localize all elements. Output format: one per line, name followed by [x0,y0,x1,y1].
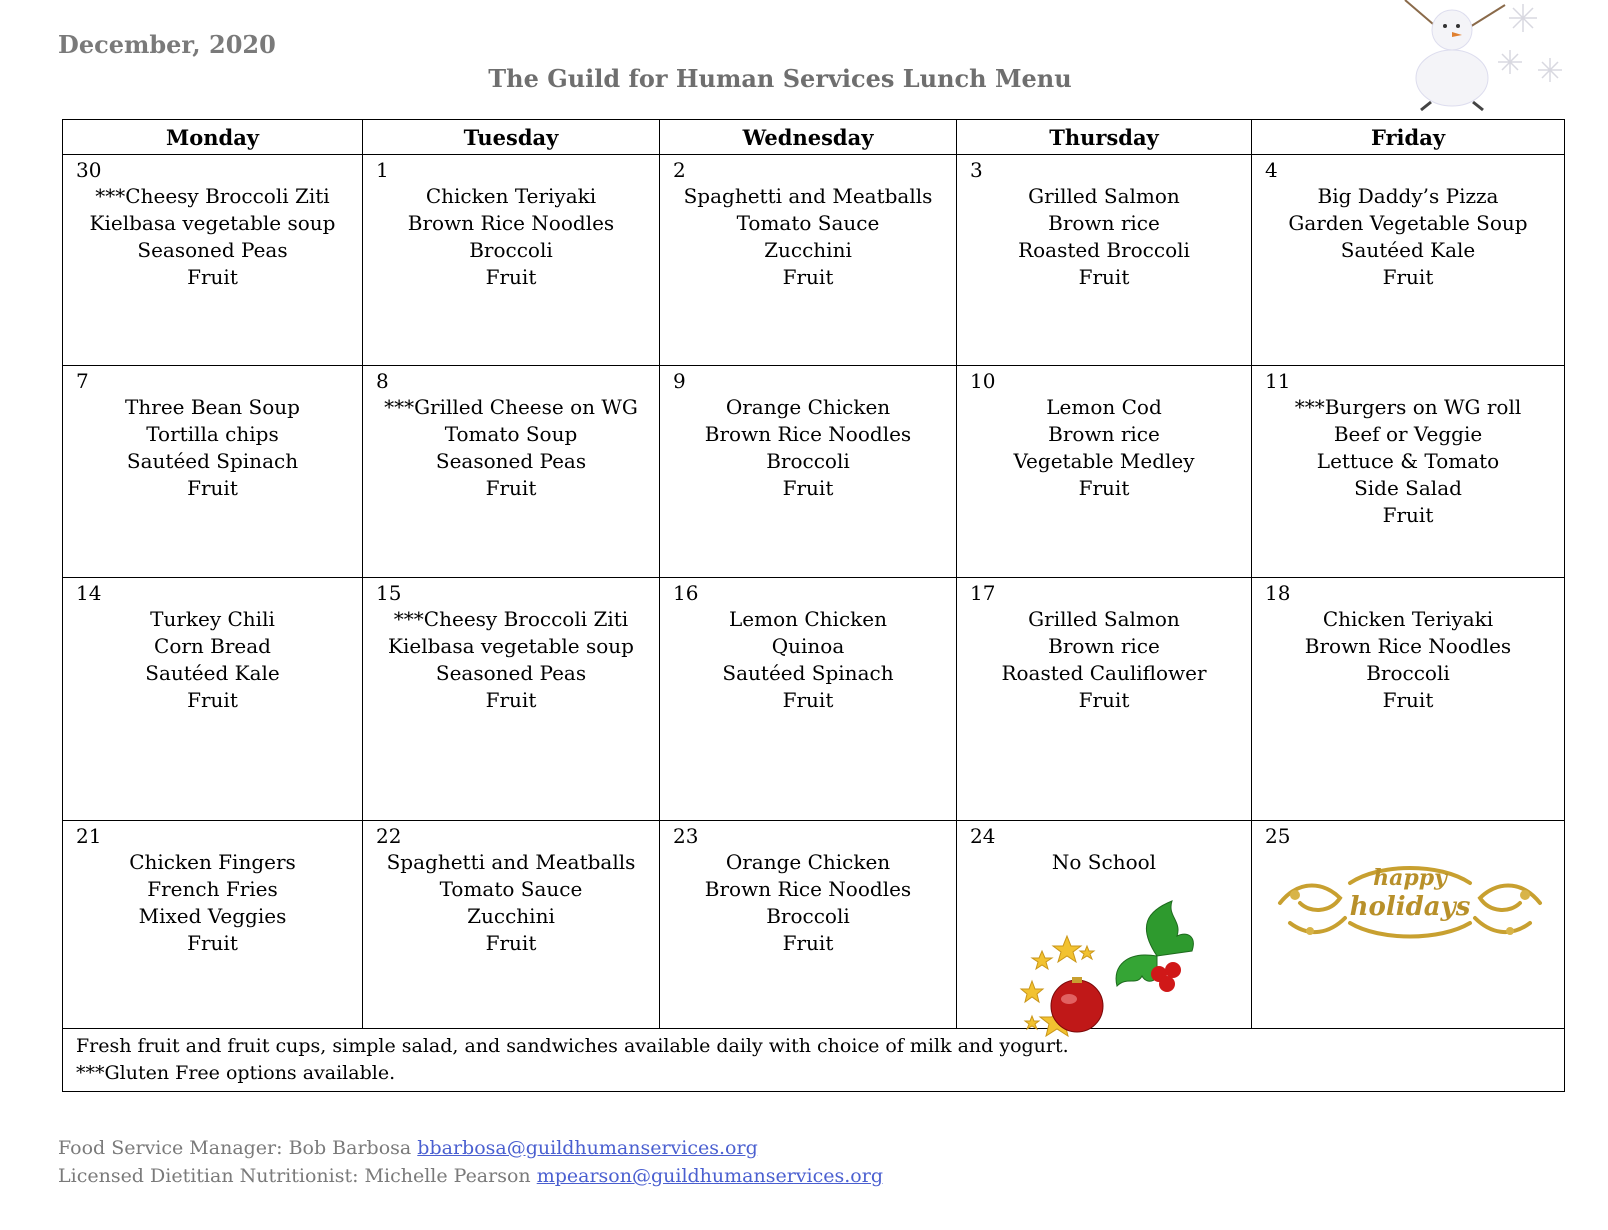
menu-item: Brown Rice Noodles [704,422,912,446]
day-cell [660,578,957,821]
day-cell [660,821,957,1029]
day-cell [363,578,660,821]
menu-item: Quinoa [771,634,845,658]
menu-item: Fruit [1382,503,1434,527]
menu-item: Fruit [1078,476,1130,500]
day-cell [1252,366,1565,578]
menu-items [660,849,956,957]
weekday-monday: Monday [63,120,363,155]
menu-item: Turkey Chili [150,607,275,631]
menu-item: Lettuce & Tomato [1316,449,1500,473]
menu-item: Fruit [485,265,537,289]
menu-item: Fruit [187,688,238,712]
day-number: 3 [970,158,983,182]
weekday-thursday: Thursday [957,120,1252,155]
day-cell [363,821,660,1029]
menu-item: ***Burgers on WG roll [1294,395,1522,419]
menu-item: Broccoli [766,904,850,928]
menu-item: Fruit [1078,688,1130,712]
menu-item: Kielbasa vegetable soup [89,211,336,235]
menu-item: Fruit [782,688,834,712]
menu-item: Tomato Sauce [439,877,583,901]
menu-item: French Fries [147,877,278,901]
menu-items [63,849,362,957]
day-cell [1252,578,1565,821]
menu-item: Chicken Teriyaki [425,184,597,208]
menu-item: Fruit [485,688,537,712]
day-cell [957,155,1252,366]
menu-item: Sautéed Spinach [722,661,894,685]
dietitian-email-link[interactable]: mpearson@guildhumanservices.org [536,1165,883,1187]
day-cell [63,366,363,578]
holiday-greeting-line2: holidays [1349,892,1471,922]
menu-item: Fruit [782,931,834,955]
menu-item: Vegetable Medley [1013,449,1195,473]
gluten-free-note: ***Gluten Free options available. [76,1062,396,1084]
day-number: 23 [673,824,699,848]
manager-contact [58,1134,883,1162]
day-number: 7 [76,369,89,393]
menu-item: ***Grilled Cheese on WG [384,395,638,419]
day-number: 15 [376,581,402,605]
menu-items [363,394,659,502]
month-label: December, 2020 [58,30,276,59]
day-number: 4 [1265,158,1278,182]
menu-item: Chicken Fingers [129,850,296,874]
menu-item: Fruit [485,931,537,955]
menu-item: Brown rice [1048,211,1160,235]
menu-item: Orange Chicken [725,850,891,874]
menu-item: Seasoned Peas [137,238,288,262]
menu-items [63,606,362,714]
menu-item: Lemon Chicken [729,607,887,631]
weekday-friday: Friday [1252,120,1565,155]
menu-item: Tomato Soup [444,422,578,446]
menu-items [957,606,1251,714]
day-cell [63,821,363,1029]
day-cell [957,821,1252,1029]
day-cell [1252,821,1565,1029]
menu-item: Grilled Salmon [1028,607,1180,631]
day-number: 11 [1265,369,1291,393]
day-number: 22 [376,824,402,848]
menu-item: Spaghetti and Meatballs [386,850,636,874]
menu-items [363,849,659,957]
day-number: 10 [970,369,996,393]
menu-item: Fruit [187,476,238,500]
menu-item: ***Cheesy Broccoli Ziti [393,607,629,631]
menu-item: Roasted Cauliflower [1001,661,1207,685]
menu-item: Orange Chicken [725,395,891,419]
menu-items [1252,183,1564,291]
menu-items [1252,394,1564,529]
menu-items [660,606,956,714]
week-row [63,578,1565,821]
menu-item: Fruit [1382,265,1434,289]
weekday-header-row [63,120,1565,155]
day-number: 24 [970,824,996,848]
menu-item: Three Bean Soup [125,395,300,419]
day-number: 9 [673,369,686,393]
menu-item: Broccoli [469,238,553,262]
lunch-calendar [62,119,1565,1092]
menu-item: Big Daddy’s Pizza [1317,184,1499,208]
day-number: 21 [76,824,102,848]
day-cell [1252,155,1565,366]
day-cell [660,155,957,366]
day-number: 1 [376,158,389,182]
menu-items [957,183,1251,291]
day-cell [957,366,1252,578]
menu-item: Zucchini [467,904,555,928]
menu-item: Brown Rice Noodles [1304,634,1512,658]
day-cell [363,366,660,578]
menu-item: Lemon Cod [1046,395,1162,419]
menu-item: Sautéed Kale [145,661,280,685]
menu-item: Fruit [187,931,238,955]
menu-item: Seasoned Peas [435,661,587,685]
menu-items [363,183,659,291]
menu-item: Spaghetti and Meatballs [683,184,933,208]
weekday-wednesday: Wednesday [660,120,957,155]
menu-items [957,394,1251,502]
menu-item: Chicken Teriyaki [1322,607,1494,631]
day-number: 2 [673,158,686,182]
day-number: 14 [76,581,102,605]
week-row [63,821,1565,1029]
menu-items [63,183,362,291]
menu-item: Brown rice [1048,634,1160,658]
menu-item: Fruit [1078,265,1130,289]
menu-item: Beef or Veggie [1333,422,1483,446]
menu-item: Fruit [485,476,537,500]
menu-item: Brown Rice Noodles [407,211,615,235]
happy-holidays-icon [1270,853,1550,948]
manager-label: Food Service Manager: Bob Barbosa [58,1137,412,1159]
week-row [63,155,1565,366]
menu-item: Corn Bread [154,634,271,658]
menu-item: Brown Rice Noodles [704,877,912,901]
menu-item: Zucchini [764,238,852,262]
day-number: 8 [376,369,389,393]
menu-item: Brown rice [1048,422,1160,446]
menu-items [63,394,362,502]
christmas-ornament-icon [957,861,1247,1061]
day-cell [660,366,957,578]
page-title: The Guild for Human Services Lunch Menu [488,64,1072,93]
contacts [58,1134,883,1190]
menu-item: Grilled Salmon [1028,184,1180,208]
day-number: 18 [1265,581,1291,605]
menu-items [660,394,956,502]
menu-item: Tomato Sauce [736,211,880,235]
menu-items [660,183,956,291]
menu-items [363,606,659,714]
menu-item: Sautéed Kale [1340,238,1476,262]
menu-item: Broccoli [766,449,850,473]
day-cell [63,155,363,366]
day-cell [363,155,660,366]
dietitian-contact [58,1162,883,1190]
holiday-greeting-line1: happy [1373,865,1447,891]
day-cell [63,578,363,821]
menu-item: Fruit [187,265,238,289]
menu-item: Tortilla chips [146,422,279,446]
menu-item: Kielbasa vegetable soup [388,634,634,658]
menu-item: Side Salad [1354,476,1462,500]
menu-item: Fruit [782,265,834,289]
day-number: 17 [970,581,996,605]
menu-item: Mixed Veggies [138,904,287,928]
menu-items [1252,606,1564,714]
notes-cell [63,1029,1565,1092]
day-cell [957,578,1252,821]
snowman-icon [1395,0,1575,112]
daily-options-note: Fresh fruit and fruit cups, simple salad, and sandwiches available daily with choice of milk and yogurt. [76,1035,1069,1057]
menu-item: Fruit [782,476,834,500]
menu-item: No School [1051,850,1157,874]
menu-item: Seasoned Peas [435,449,587,473]
menu-item: Garden Vegetable Soup [1288,211,1528,235]
weekday-tuesday: Tuesday [363,120,660,155]
menu-item: Broccoli [1366,661,1450,685]
notes-row [63,1029,1565,1092]
menu-item: Fruit [1382,688,1434,712]
dietitian-label: Licensed Dietitian Nutritionist: Michelle Pearson [58,1165,531,1187]
manager-email-link[interactable]: bbarbosa@guildhumanservices.org [417,1137,758,1159]
menu-item: Sautéed Spinach [126,449,299,473]
day-number: 30 [76,158,102,182]
day-number: 25 [1265,824,1291,848]
menu-item: Roasted Broccoli [1018,238,1190,262]
day-number: 16 [673,581,699,605]
week-row [63,366,1565,578]
menu-item: ***Cheesy Broccoli Ziti [95,184,330,208]
